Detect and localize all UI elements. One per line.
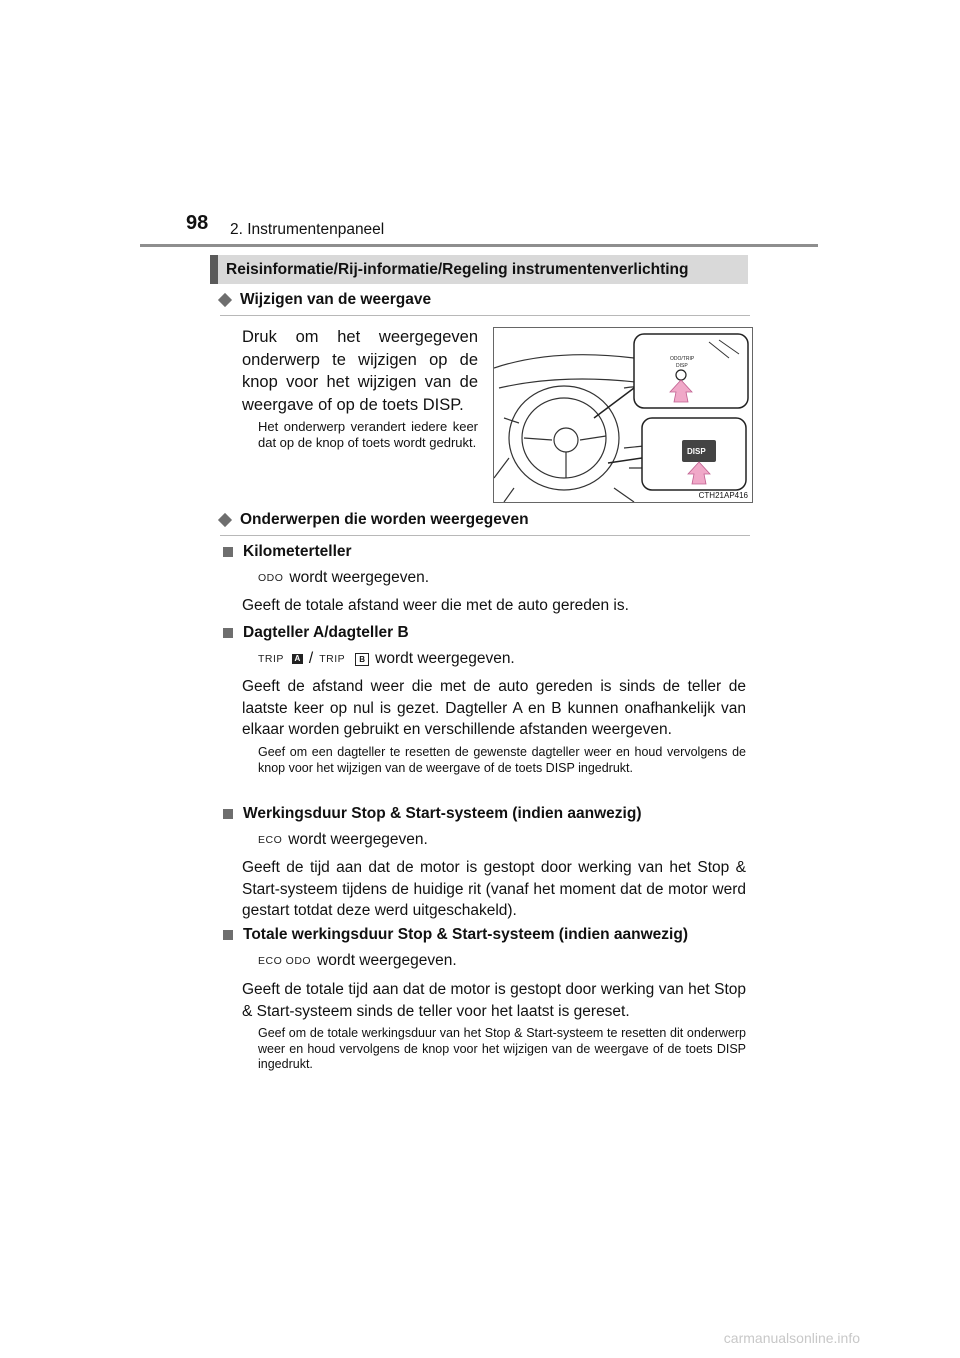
header-divider	[140, 244, 818, 247]
separator: /	[308, 650, 314, 667]
square-bullet-icon	[223, 628, 233, 638]
subheading-rule	[220, 535, 750, 536]
item-title	[223, 926, 688, 944]
svg-text:ODO/TRIP: ODO/TRIP	[670, 356, 695, 362]
item-description: Geeft de totale tijd aan dat de motor is gestopt door werking van het Stop & Start-systeem sinds de teller voor het laatst is gereset.	[242, 981, 746, 1020]
trip-b-badge: B	[355, 653, 369, 666]
item-title-text: Kilometerteller	[243, 543, 352, 560]
square-bullet-icon	[223, 809, 233, 819]
item-note: Geef om een dagteller te resetten de gewenste dagteller weer en houd vervolgens de knop voor het wijzigen van de weergave of de toets DISP ingedrukt.	[258, 745, 746, 775]
dashboard-illustration	[493, 327, 753, 503]
dashboard-drawing	[494, 328, 752, 502]
diamond-bullet-icon	[218, 293, 232, 307]
display-symbol-line	[258, 952, 457, 970]
svg-text:DISP: DISP	[676, 363, 688, 369]
subheading-text: Wijzigen van de weergave	[240, 291, 432, 308]
display-symbol-line	[258, 569, 429, 587]
item-description: Geeft de tijd aan dat de motor is gestopt door werking van het Stop & Start-systeem tijdens de huidige rit (vanaf het moment dat de motor werd gestart totdat deze werd uitgeschakeld).	[242, 859, 746, 919]
trip-a-symbol: TRIP	[258, 653, 284, 665]
item-title	[223, 805, 641, 823]
shown-text: wordt weergegeven.	[317, 952, 457, 969]
trip-a-badge: A	[292, 654, 303, 664]
square-bullet-icon	[223, 547, 233, 557]
subheading-items	[220, 511, 529, 529]
item-description: Geeft de totale afstand weer die met de auto gereden is.	[242, 597, 629, 614]
square-bullet-icon	[223, 930, 233, 940]
figure-code: CTH21AP416	[698, 491, 748, 500]
item-title-text: Dagteller A/dagteller B	[243, 624, 409, 641]
display-symbol-line	[258, 650, 515, 668]
item-title-text: Werkingsduur Stop & Start-systeem (indien aanwezig)	[243, 805, 642, 822]
change-display-text: Druk om het weergegeven onderwerp te wijzigen op de knop voor het wijzigen van de weergave of op de toets DISP.	[242, 328, 478, 414]
subheading-rule	[220, 315, 750, 316]
section-title: Reisinformatie/Rij-informatie/Regeling instrumentenverlichting	[226, 261, 689, 278]
shown-text: wordt weergegeven.	[288, 831, 428, 848]
chapter-title: 2. Instrumentenpaneel	[230, 221, 385, 238]
shown-text: wordt weergegeven.	[289, 569, 430, 586]
eco-symbol: ECO	[258, 834, 283, 846]
shown-text: wordt weergegeven.	[375, 650, 515, 667]
subheading-text: Onderwerpen die worden weergegeven	[240, 511, 529, 528]
odo-symbol: ODO	[258, 572, 284, 584]
watermark: carmanualsonline.info	[723, 1330, 860, 1346]
item-description: Geeft de afstand weer die met de auto gereden is sinds de teller de laatste keer op nul is gezet. Dagteller A en B kunnen onafhankelijk van elkaar worden gebruikt en verschillende afstanden weergeven.	[242, 678, 746, 738]
item-title-text: Totale werkingsduur Stop & Start-systeem (indien aanwezig)	[243, 926, 688, 943]
trip-b-symbol: TRIP	[319, 653, 346, 665]
section-heading	[210, 255, 748, 284]
diamond-bullet-icon	[218, 513, 232, 527]
item-title	[223, 543, 352, 561]
disp-button-label: DISP	[687, 447, 706, 456]
eco-odo-symbol: ECO ODO	[258, 955, 312, 967]
display-symbol-line	[258, 831, 428, 849]
change-display-note: Het onderwerp verandert iedere keer dat op de knop of toets wordt gedrukt.	[258, 419, 478, 450]
item-title	[223, 624, 409, 642]
subheading-change-display	[220, 291, 431, 309]
section-accent	[210, 255, 218, 284]
page-number: 98	[186, 212, 209, 234]
item-note: Geef om de totale werkingsduur van het Stop & Start-systeem te resetten dit onderwerp weer en houd vervolgens de knop voor het wijzigen van de weergave of de toets DISP ingedrukt.	[258, 1026, 746, 1071]
